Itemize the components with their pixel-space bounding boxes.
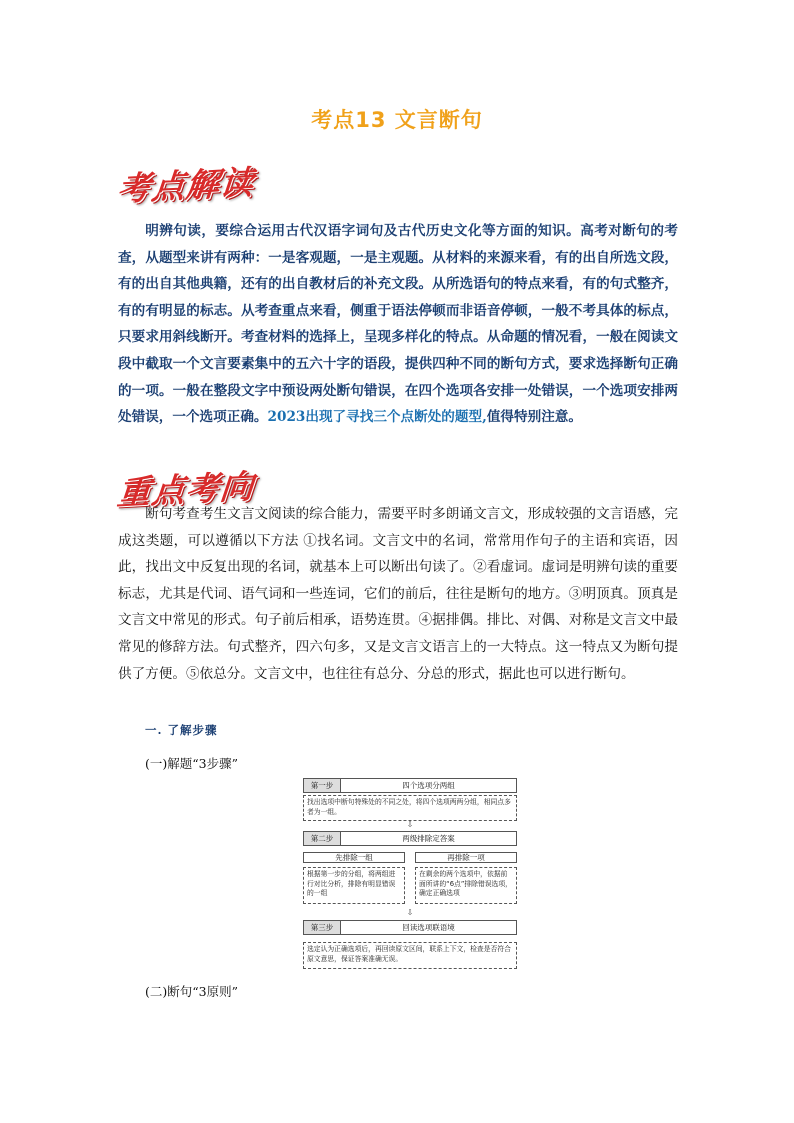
flow-step1-header: [303, 778, 517, 793]
section-heading-focus: 重点考向: [115, 466, 256, 513]
paragraph-methods: [118, 501, 678, 687]
flow-step2-header: [303, 831, 517, 846]
flow-step3-title: 回读选项联语境: [402, 923, 455, 932]
flow-step2-right-label: 再排除一项: [415, 852, 517, 863]
flow-step3-header: [303, 920, 517, 935]
page-title: 考点13 文言断句: [311, 108, 483, 132]
flow-step2-title: 两级排除定答案: [402, 834, 455, 843]
subheading-three-steps: (一)解题“3步骤”: [145, 756, 238, 771]
flow-step1-desc: 找出选项中断句特殊处的不同之处，将四个选项两两分组，相同点多者为一组。: [303, 795, 517, 821]
para1-highlight: 2023出现了寻找三个点断处的题型,: [267, 409, 487, 426]
flow-step2-left-desc: 根据第一步的分组，将两组进行对比分析，排除有明显错误的一组: [303, 867, 405, 904]
flow-step1-title: 四个选项分两组: [402, 781, 455, 790]
arrow-down-icon: ⇩: [406, 820, 414, 829]
para1-main: 明辨句读，要综合运用古代汉语字词句及古代历史文化等方面的知识。高考对断句的考查，从题型来讲有两种：一是客观题，一是主观题。从材料的来源来看，有的出自所选文段，有的出自其他典籍，还有的出自教材后的补充文段。从所选语句的特点来看，有的句式整齐，有的有明显的标志。从考查重点来看，侧重于语法停顿而非语音停顿，一般不考具体的标点，只要求用斜线断开。考查材料的选择上，呈现多样化的特点。从命题的情况看，一般在阅读文段中截取一个文言要素集中的五六十字的语段，提供四种不同的断句方式，要求选择断句正确的一项。一般在整段文字中预设两处断句错误，在四个选项各安排一处错误，一个选项安排两处错误，一个选项正确。: [118, 223, 678, 426]
subheading-steps: 一. 了解步骤: [145, 723, 218, 737]
para2-text: 断句考查考生文言文阅读的综合能力，需要平时多朗诵文言文，形成较强的文言语感，完成这类题，可以遵循以下方法 ①找名词。文言文中的名词，常常用作句子的主语和宾语，因此，找出文中反复出现的名词，就基本上可以断出句读了。②看虚词。虚词是明辨句读的重要标志，尤其是代词、语气词和一些连词，它们的前后，往往是断句的地方。③明顶真。顶真是文言文中常见的形式。句子前后相承，语势连贯。④据排偶。排比、对偶、对称是文言文中最常见的修辞方法。句式整齐，四六句多，又是文言文语言上的一大特点。这一特点又为断句提供了方便。⑤依总分。文言文中，也往往有总分、分总的形式，据此也可以进行断句。: [118, 506, 678, 682]
subheading-three-principles: (二)断句“3原则”: [145, 984, 238, 999]
flow-step2-left-label: 先排除一组: [303, 852, 405, 863]
flow-step1-num: 第一步: [304, 779, 341, 792]
flowchart: [303, 778, 517, 970]
flow-step3-desc: 选定认为正确选项后，再回读原文区间，联系上下文，检查是否符合原文意思，保证答案准确无误。: [303, 942, 517, 969]
flow-step2-right-desc: 在剩余的两个选项中，依据前面所讲的“6点”排除错误选项，确定正确选项: [415, 867, 517, 904]
arrow-down-icon: ⇩: [406, 908, 414, 917]
flow-step2-num: 第二步: [304, 832, 341, 845]
para1-tail: 值得特别注意。: [486, 409, 582, 426]
paragraph-interpretation: [118, 218, 678, 431]
section-heading-interpretation: 考点解读: [115, 162, 256, 209]
flow-step3-num: 第三步: [304, 921, 341, 934]
